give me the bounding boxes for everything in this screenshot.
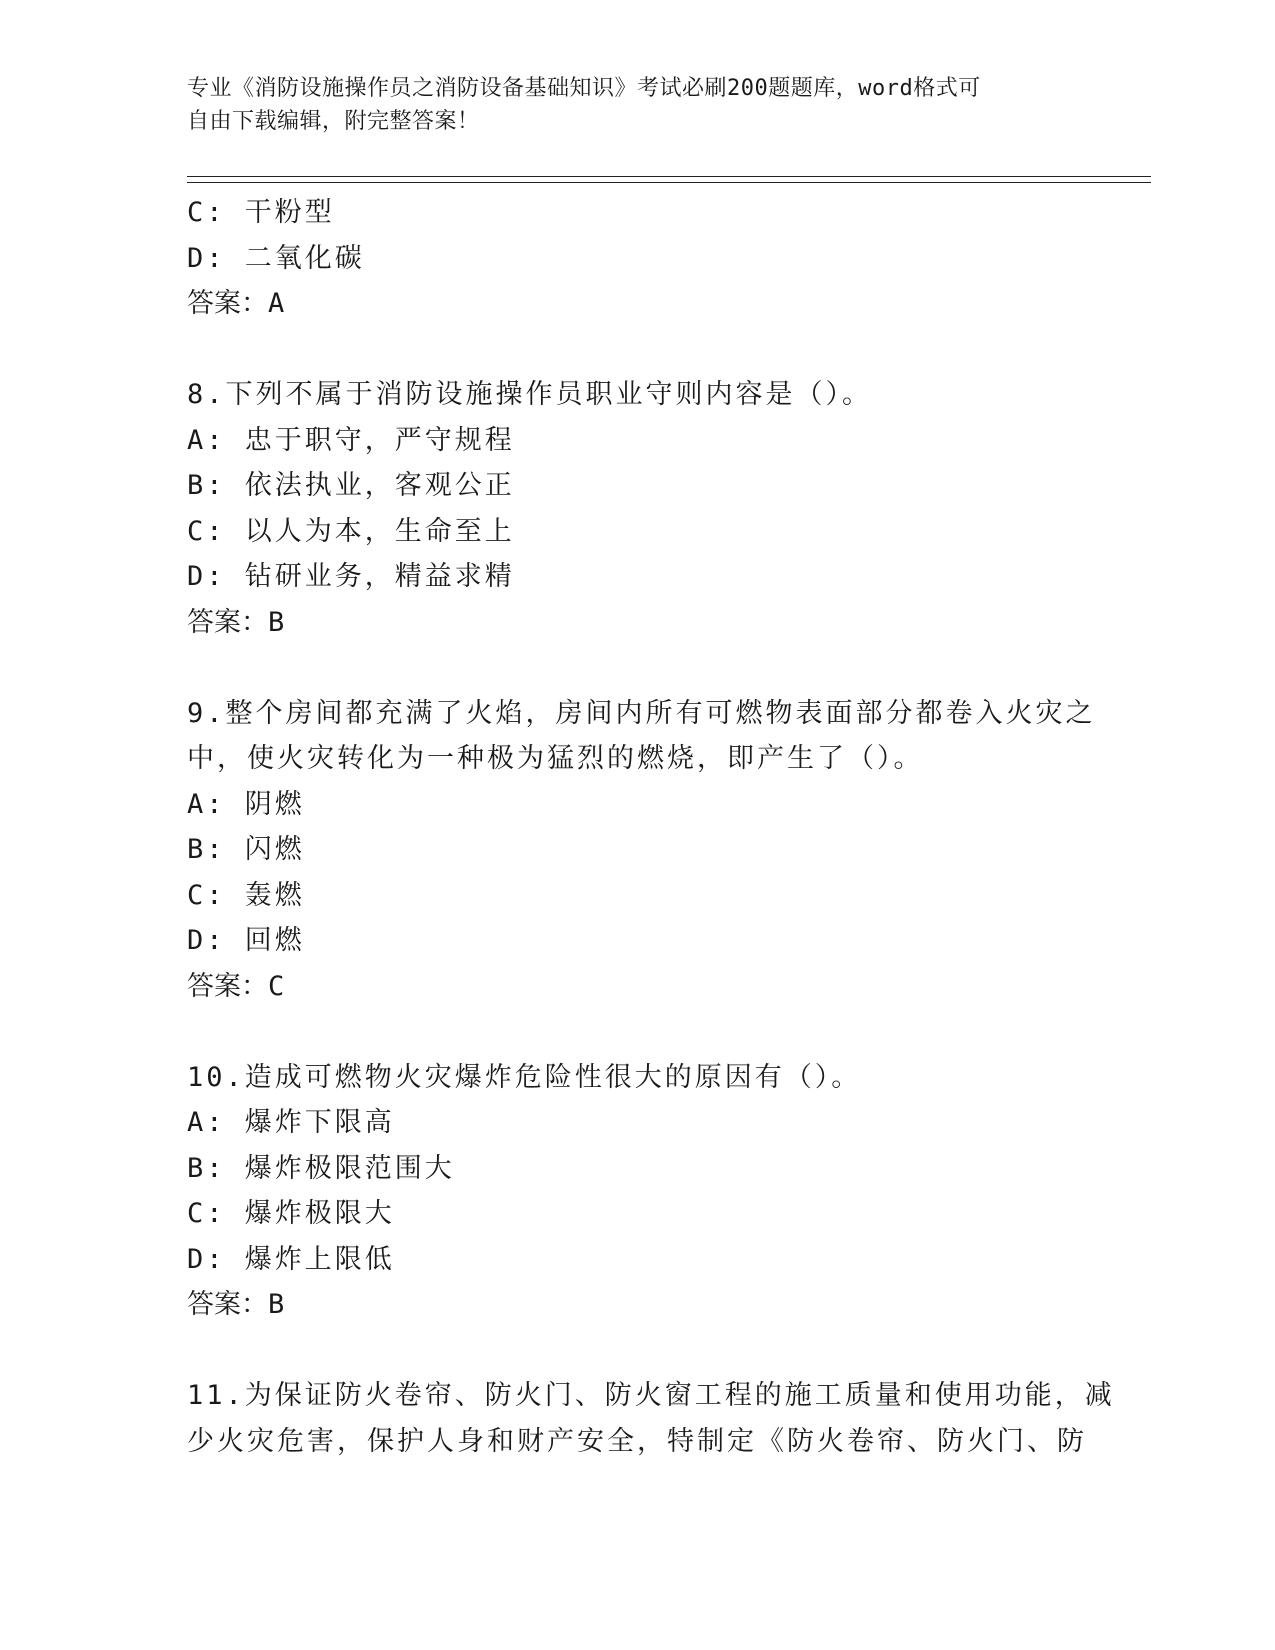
option-c: C: 干粉型 <box>187 197 335 228</box>
question-10 <box>187 1055 1087 1328</box>
question-9 <box>187 691 1096 1010</box>
question-8 <box>187 372 1087 645</box>
header-divider-bottom <box>187 182 1151 183</box>
option-b: B: 闪燃 <box>187 834 305 865</box>
question-stem-continued: 中，使火灾转化为一种极为猛烈的燃烧，即产生了（）。 <box>187 743 924 774</box>
question-stem: 11.为保证防火卷帘、防火门、防火窗工程的施工质量和使用功能，减 <box>187 1380 1115 1411</box>
option-c: C: 爆炸极限大 <box>187 1198 395 1229</box>
option-a: A: 忠于职守，严守规程 <box>187 424 515 456</box>
option-c: C: 以人为本，生命至上 <box>187 515 515 547</box>
question-stem-continued: 少火灾危害，保护人身和财产安全，特制定《防火卷帘、防火门、防 <box>187 1425 1087 1457</box>
question-stem: 8.下列不属于消防设施操作员职业守则内容是（）。 <box>187 379 873 410</box>
header-divider-top <box>187 176 1151 177</box>
question-stem: 10.造成可燃物火灾爆炸危险性很大的原因有（）。 <box>187 1061 862 1093</box>
option-d: D: 爆炸上限低 <box>187 1243 395 1275</box>
option-d: D: 回燃 <box>187 925 305 956</box>
option-a: A: 爆炸下限高 <box>187 1107 395 1138</box>
answer-line: 答案：A <box>187 288 285 319</box>
answer-line: 答案：B <box>187 606 285 638</box>
option-a: A: 阴燃 <box>187 788 305 820</box>
question-stem: 9.整个房间都充满了火焰，房间内所有可燃物表面部分都卷入火灾之 <box>187 697 1096 729</box>
question-11 <box>187 1373 1115 1464</box>
option-b: B: 爆炸极限范围大 <box>187 1152 455 1184</box>
header-line-1: 专业《消防设施操作员之消防设备基础知识》考试必刷200题题库，word格式可 <box>187 76 981 101</box>
option-d: D: 钻研业务，精益求精 <box>187 561 515 592</box>
answer-line: 答案：C <box>187 970 285 1002</box>
answer-line: 答案：B <box>187 1289 285 1320</box>
option-d: D: 二氧化碳 <box>187 242 365 274</box>
question-content <box>187 190 1115 1464</box>
option-c: C: 轰燃 <box>187 879 305 911</box>
document-header <box>187 72 1067 138</box>
header-line-2: 自由下载编辑，附完整答案！ <box>187 109 480 134</box>
option-b: B: 依法执业，客观公正 <box>187 470 515 501</box>
